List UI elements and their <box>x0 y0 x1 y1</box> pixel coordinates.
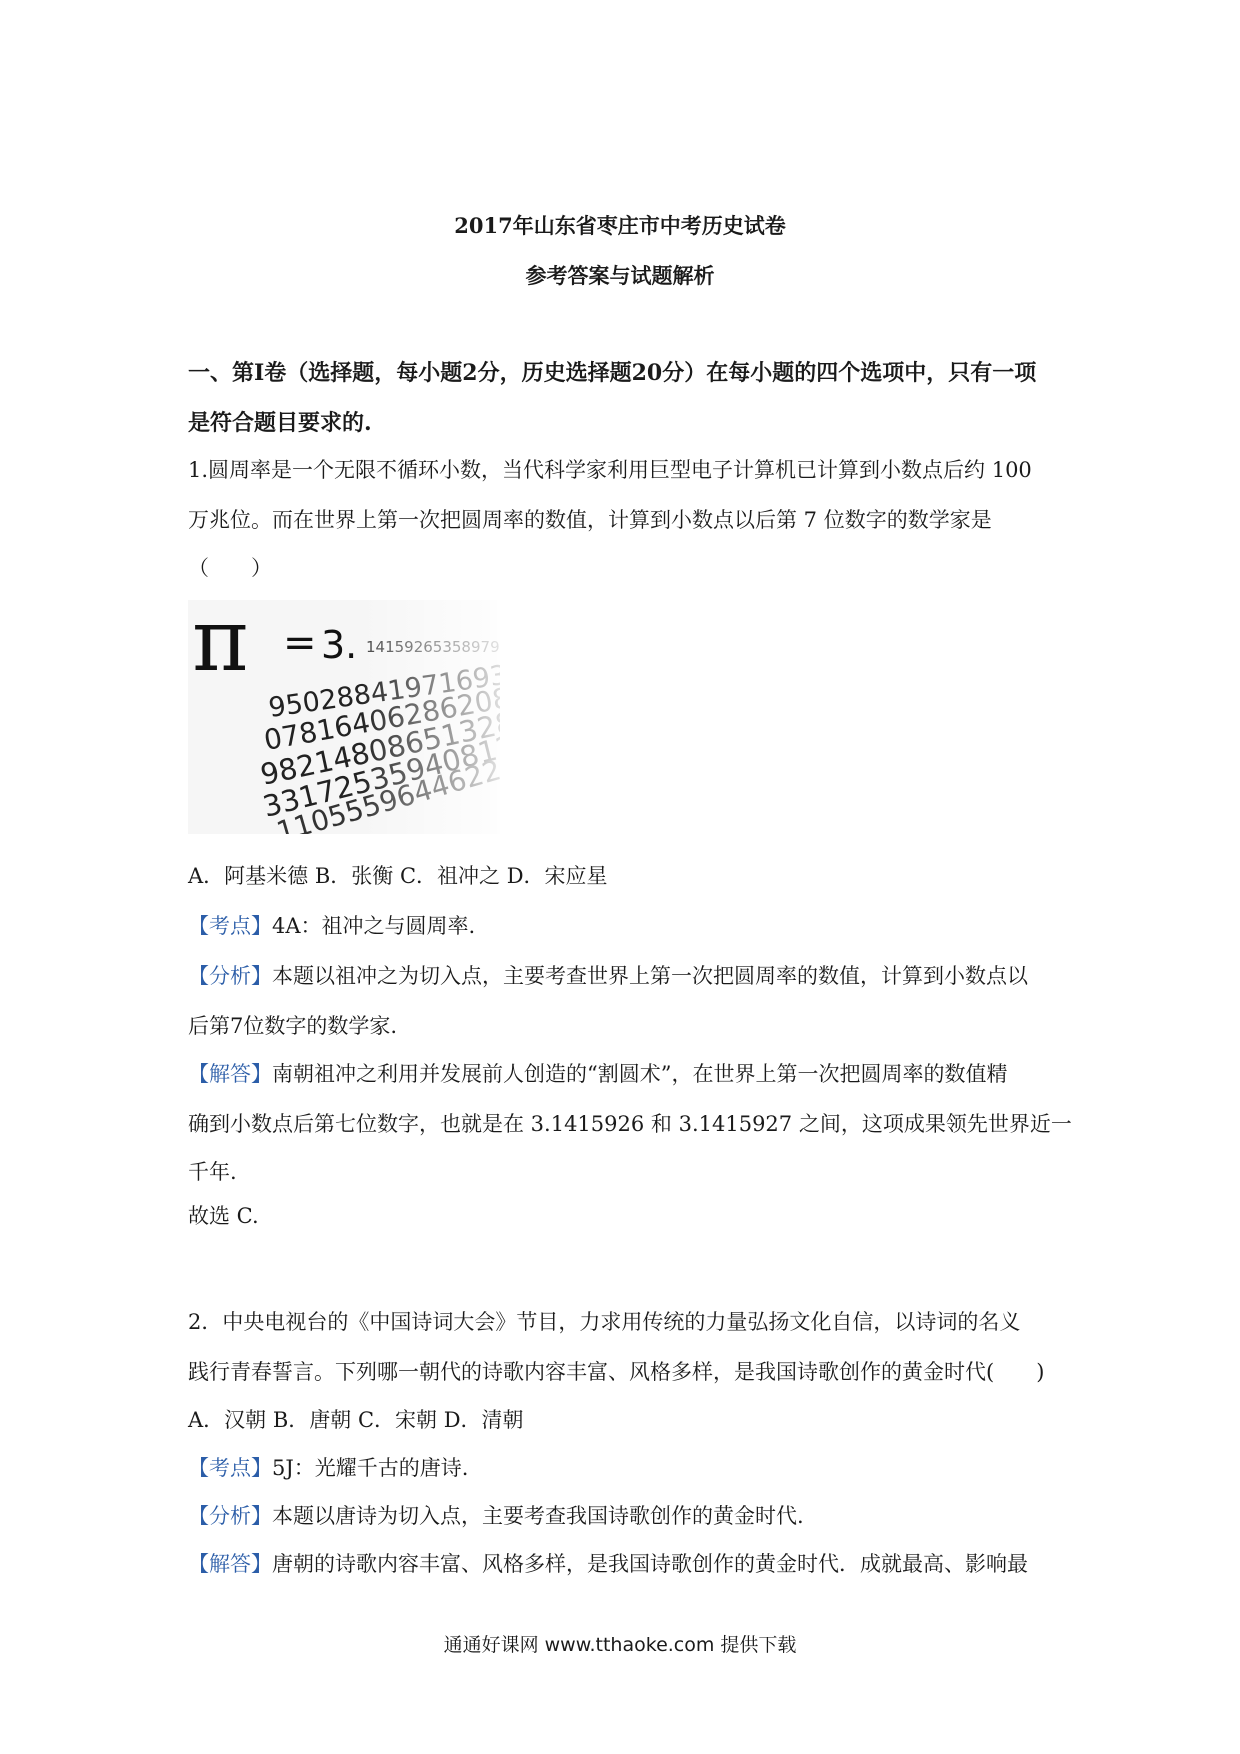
q1-jieda-line3: 千年. <box>188 1160 237 1184</box>
q1-fenxi-tag: 【分析】 <box>188 964 272 988</box>
q1-fenxi-line2: 后第7位数字的数学家. <box>188 1014 398 1038</box>
q2-options: A．汉朝 B．唐朝 C．宋朝 D．清朝 <box>188 1408 524 1432</box>
q2-jieda-tag: 【解答】 <box>188 1552 272 1576</box>
q1-stem-line2: 万兆位。而在世界上第一次把圆周率的数值，计算到小数点以后第 7 位数字的数学家是 <box>188 508 992 532</box>
q2-jieda-text: 唐朝的诗歌内容丰富、风格多样，是我国诗歌创作的黄金时代．成就最高、影响最 <box>272 1552 1028 1576</box>
q1-kaodian-text: 4A：祖冲之与圆周率. <box>272 914 476 938</box>
page-footer: 通通好课网 www.tthaoke.com 提供下载 <box>443 1634 797 1656</box>
q1-kaodian-line <box>188 910 1058 940</box>
q2-fenxi-line <box>188 1500 1058 1530</box>
q1-stem-line3: （ ） <box>188 556 272 580</box>
q1-jieda-tag: 【解答】 <box>188 1062 272 1086</box>
q2-stem-line1: 2．中央电视台的《中国诗词大会》节目，力求用传统的力量弘扬文化自信，以诗词的名义 <box>188 1310 1021 1334</box>
q1-kaodian-tag: 【考点】 <box>188 914 272 938</box>
section-heading-line2: 是符合题目要求的. <box>188 410 372 436</box>
q1-stem-line1: 1.圆周率是一个无限不循环小数，当代科学家利用巨型电子计算机已计算到小数点后约 100 <box>188 458 1032 482</box>
q1-jieda-line1 <box>188 1058 1058 1088</box>
q2-jieda-line <box>188 1548 1058 1578</box>
page-title: 2017年山东省枣庄市中考历史试卷 <box>454 213 786 238</box>
pi-digits-graphic <box>188 600 500 834</box>
page-subtitle: 参考答案与试题解析 <box>525 263 715 288</box>
q1-jieda-line2: 确到小数点后第七位数字，也就是在 3.1415926 和 3.1415927 之间，这项成果领先世界近一 <box>188 1112 1072 1136</box>
q2-stem-line2: 践行青春誓言。下列哪一朝代的诗歌内容丰富、风格多样，是我国诗歌创作的黄金时代( ) <box>188 1360 1045 1384</box>
q1-options: A．阿基米德 B．张衡 C．祖冲之 D．宋应星 <box>188 864 608 888</box>
q1-fenxi-text1: 本题以祖冲之为切入点，主要考查世界上第一次把圆周率的数值，计算到小数点以 <box>272 964 1028 988</box>
q1-fenxi-line1 <box>188 960 1058 990</box>
q1-answer: 故选 C. <box>188 1204 259 1228</box>
q1-jieda-text1: 南朝祖冲之利用并发展前人创造的“割圆术”，在世界上第一次把圆周率的数值精 <box>272 1062 1008 1086</box>
q2-kaodian-line <box>188 1452 1058 1482</box>
q2-kaodian-text: 5J：光耀千古的唐诗. <box>272 1456 469 1480</box>
q2-kaodian-tag: 【考点】 <box>188 1456 272 1480</box>
pi-digits-image <box>188 600 500 834</box>
section-heading-line1: 一、第Ⅰ卷（选择题，每小题2分，历史选择题20分）在每小题的四个选项中，只有一项 <box>188 360 1037 386</box>
q2-fenxi-text: 本题以唐诗为切入点，主要考查我国诗歌创作的黄金时代. <box>272 1504 804 1528</box>
q2-fenxi-tag: 【分析】 <box>188 1504 272 1528</box>
